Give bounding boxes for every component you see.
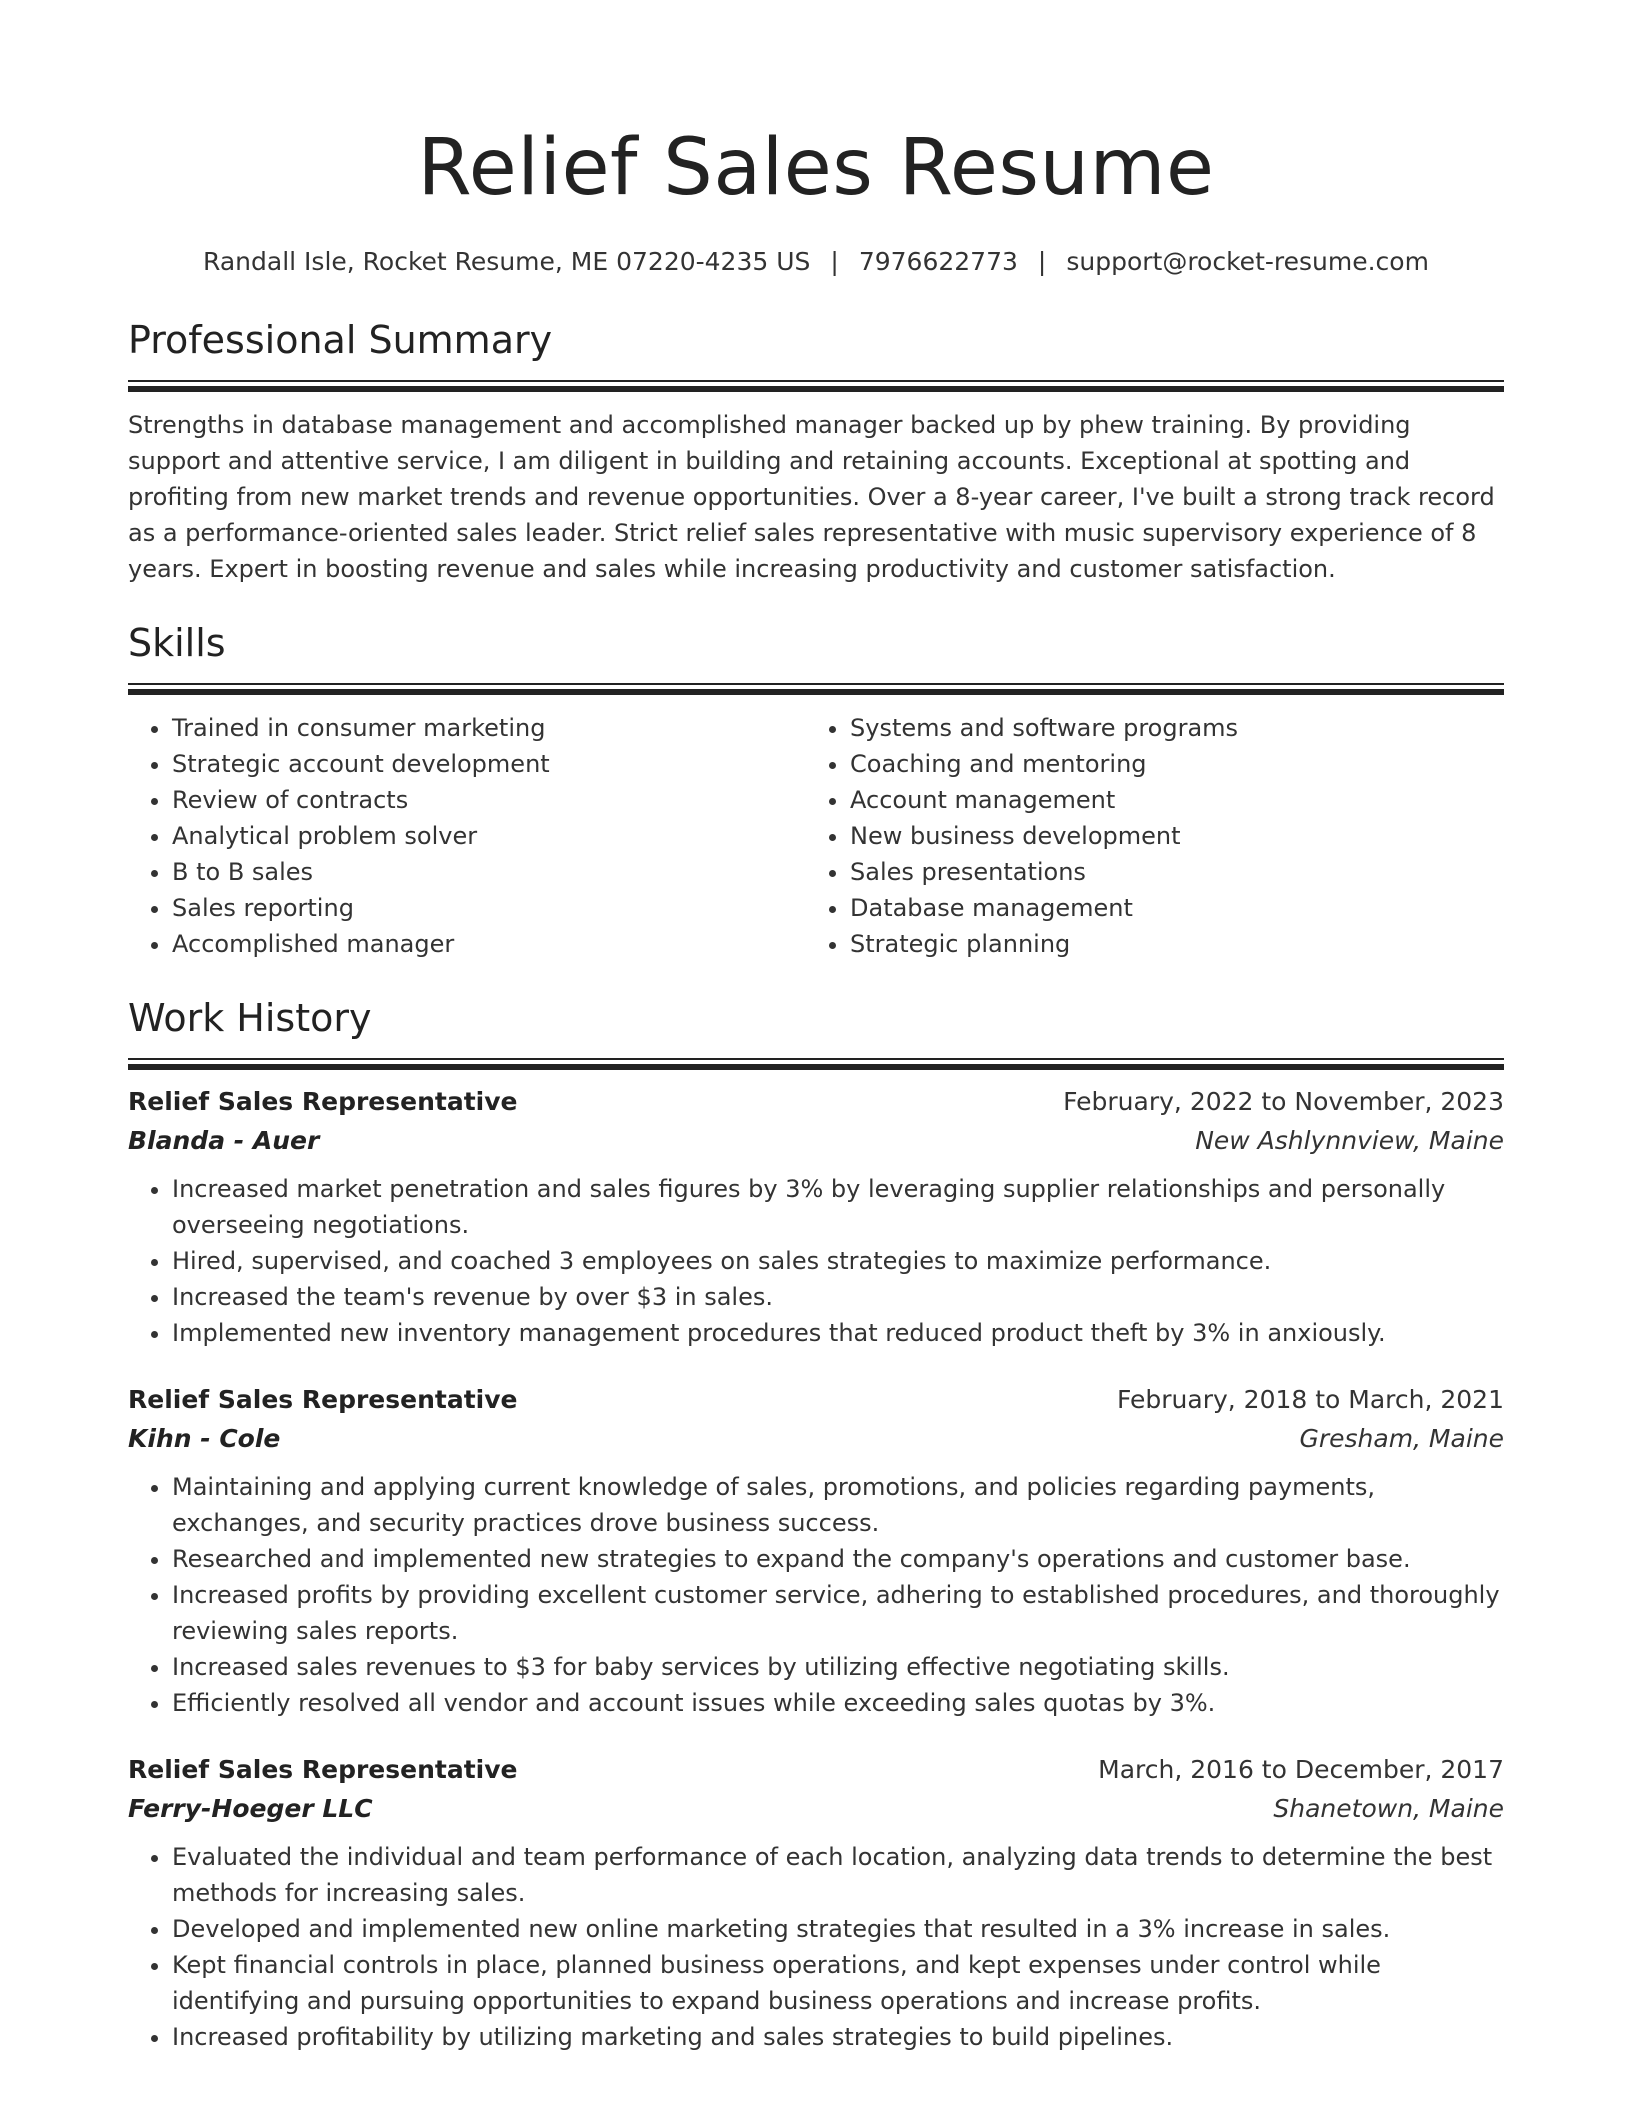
job-dates: March, 2016 to December, 2017	[1098, 1755, 1504, 1784]
job-bullet: • Developed and implemented new online marketing strategies that resulted in a 3% increase in sales.	[172, 1911, 1504, 1947]
job-title: Relief Sales Representative	[128, 1087, 518, 1116]
job-bullet: • Researched and implemented new strategies to expand the company's operations and customer base.	[172, 1541, 1504, 1577]
job-company: Blanda - Auer	[128, 1126, 320, 1155]
resume-title: Relief Sales Resume	[417, 123, 1215, 213]
job-title: Relief Sales Representative	[128, 1385, 518, 1414]
section-divider	[128, 683, 1504, 696]
job-company: Ferry-Hoeger LLC	[128, 1794, 373, 1823]
skill-item: • Database management	[850, 890, 1484, 926]
job-bullet: • Increased the team's revenue by over $3 in sales.	[172, 1279, 1504, 1315]
job-bullet: • Increased profits by providing excellent customer service, adhering to established procedures, and thoroughly reviewing sales reports.	[172, 1577, 1504, 1649]
job-bullet: • Increased profitability by utilizing marketing and sales strategies to build pipelines.	[172, 2019, 1504, 2055]
section-divider	[128, 380, 1504, 393]
skill-item: • Trained in consumer marketing	[172, 710, 806, 746]
skill-item: • Strategic planning	[850, 926, 1484, 962]
skills-section	[128, 617, 1504, 962]
job-subheader	[128, 1789, 1504, 1829]
work-history-section	[128, 992, 1504, 2055]
skill-item: • New business development	[850, 818, 1484, 854]
job-subheader	[128, 1419, 1504, 1459]
job-entry	[128, 1083, 1504, 1351]
job-location: Gresham, Maine	[1299, 1424, 1504, 1453]
job-subheader	[128, 1121, 1504, 1161]
job-header	[128, 1083, 1504, 1121]
job-bullet: • Maintaining and applying current knowledge of sales, promotions, and policies regarding payments, exchanges, and security practices drove business success.	[172, 1469, 1504, 1541]
skill-item: • Sales reporting	[172, 890, 806, 926]
job-bullet: • Increased sales revenues to $3 for baby services by utilizing effective negotiating skills.	[172, 1649, 1504, 1685]
summary-heading: Professional Summary	[128, 318, 553, 362]
skill-item: • Systems and software programs	[850, 710, 1484, 746]
skill-item: • Coaching and mentoring	[850, 746, 1484, 782]
skills-grid	[128, 710, 1504, 962]
job-location: Shanetown, Maine	[1273, 1794, 1504, 1823]
job-bullet: • Increased market penetration and sales figures by 3% by leveraging supplier relationships and personally overseeing negotiations.	[172, 1171, 1504, 1243]
skills-heading: Skills	[128, 621, 226, 665]
job-dates: February, 2018 to March, 2021	[1116, 1385, 1504, 1414]
job-entry	[128, 1751, 1504, 2055]
job-bullet: • Hired, supervised, and coached 3 employees on sales strategies to maximize performance.	[172, 1243, 1504, 1279]
contact-address: Randall Isle, Rocket Resume, ME 07220-4235 US	[203, 247, 811, 276]
contact-line	[128, 244, 1504, 280]
job-title: Relief Sales Representative	[128, 1755, 518, 1784]
contact-email: support@rocket-resume.com	[1066, 247, 1429, 276]
summary-text: Strengths in database management and accomplished manager backed up by phew training. By providing support and attentive service, I am diligent in building and retaining accounts. Exceptional at spotting and profiting from new market trends and revenue opportunities. Over a 8-year career, I've built a strong track record as a performance-oriented sales leader. Strict relief sales representative with music supervisory experience of 8 years. Expert in boosting revenue and sales while increasing productivity and customer satisfaction.	[128, 411, 1495, 583]
job-location: New Ashlynnview, Maine	[1195, 1126, 1504, 1155]
job-bullet: • Efficiently resolved all vendor and account issues while exceeding sales quotas by 3%.	[172, 1685, 1504, 1721]
skill-item: • Accomplished manager	[172, 926, 806, 962]
contact-separator: |	[1037, 247, 1047, 276]
job-company: Kihn - Cole	[128, 1424, 281, 1453]
section-divider	[128, 1058, 1504, 1071]
skills-column-right	[806, 710, 1484, 962]
contact-separator: |	[830, 247, 839, 276]
skill-item: • Review of contracts	[172, 782, 806, 818]
resume-page	[128, 0, 1504, 2055]
job-bullets	[128, 1839, 1504, 2055]
job-bullet: • Implemented new inventory management procedures that reduced product theft by 3% in anxiously.	[172, 1315, 1504, 1351]
skill-item: • Strategic account development	[172, 746, 806, 782]
job-header	[128, 1751, 1504, 1789]
skills-column-left	[128, 710, 806, 962]
job-dates: February, 2022 to November, 2023	[1063, 1087, 1504, 1116]
summary-section	[128, 314, 1504, 587]
work-history-heading: Work History	[128, 996, 372, 1040]
skill-item: • Analytical problem solver	[172, 818, 806, 854]
skill-item: • Account management	[850, 782, 1484, 818]
skill-item: • B to B sales	[172, 854, 806, 890]
job-bullets	[128, 1469, 1504, 1721]
contact-phone: 7976622773	[858, 247, 1018, 276]
job-header	[128, 1381, 1504, 1419]
skill-item: • Sales presentations	[850, 854, 1484, 890]
job-bullet: • Evaluated the individual and team performance of each location, analyzing data trends to determine the best methods for increasing sales.	[172, 1839, 1504, 1911]
job-bullet: • Kept financial controls in place, planned business operations, and kept expenses under control while identifying and pursuing opportunities to expand business operations and increase profits.	[172, 1947, 1504, 2019]
job-entry	[128, 1381, 1504, 1721]
job-bullets	[128, 1171, 1504, 1351]
